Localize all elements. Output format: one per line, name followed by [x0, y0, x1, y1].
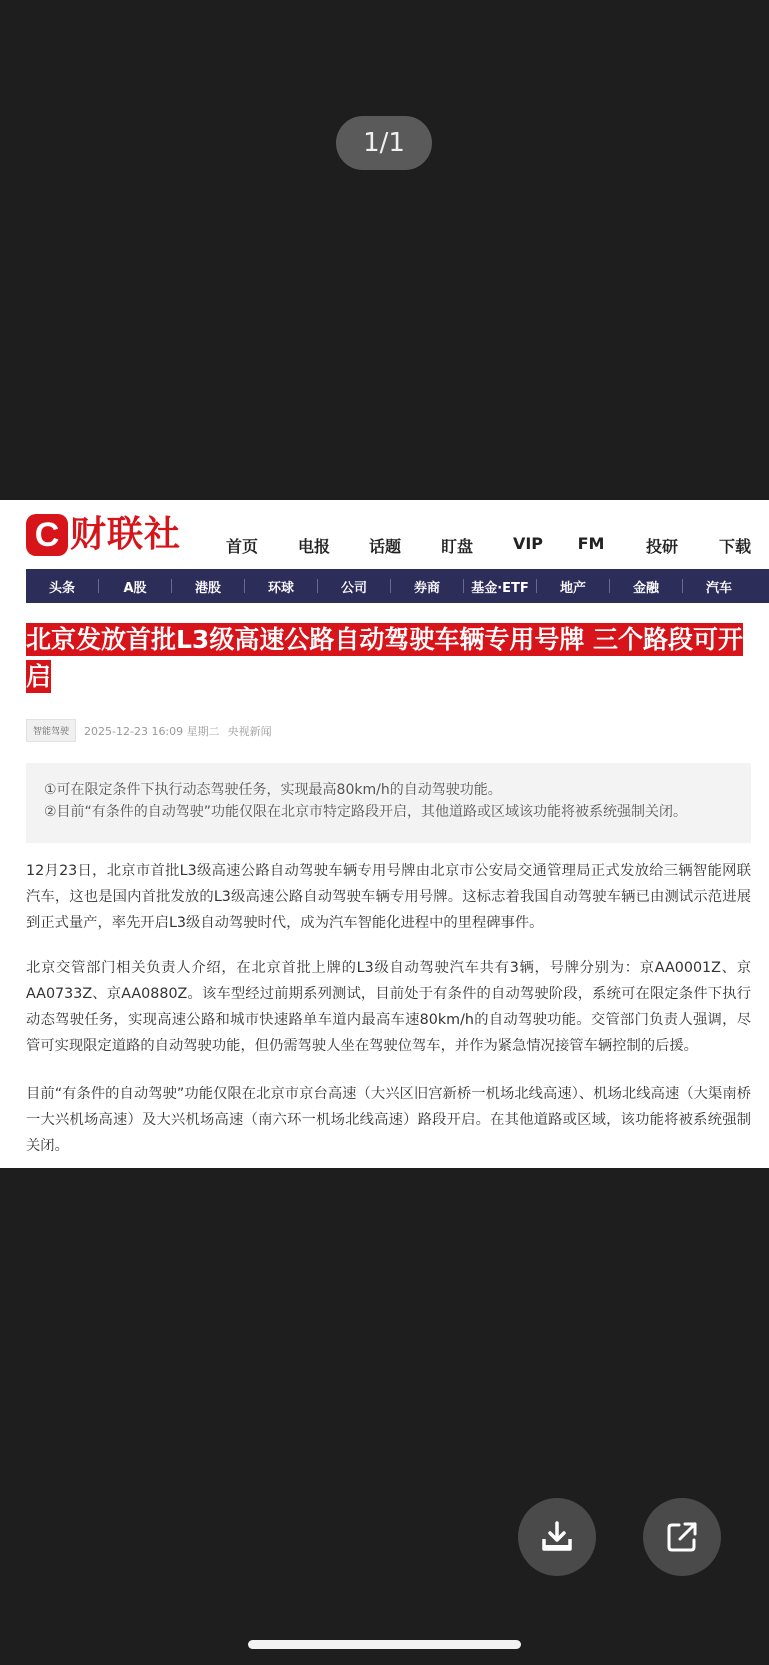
article-source: 央视新闻	[227, 724, 272, 738]
topic-tag: 智能驾驶	[26, 719, 76, 742]
logo-text: 财联社	[70, 514, 182, 555]
category-item: 金融	[632, 580, 659, 596]
category-item: 地产	[559, 580, 586, 596]
nav-item-watch: 盯盘	[440, 537, 473, 556]
summary-item: ①可在限定条件下执行动态驾驶任务，实现最高80km/h的自动驾驶功能。	[44, 782, 502, 798]
article-summary	[26, 763, 751, 843]
category-item: 汽车	[705, 580, 732, 596]
page-counter: 1/1	[336, 116, 432, 170]
nav-item-research: 投研	[645, 537, 678, 556]
home-indicator[interactable]	[248, 1640, 521, 1649]
site-logo	[26, 513, 181, 557]
article-paragraph: 目前“有条件的自动驾驶”功能仅限在北京市京台高速（大兴区旧宫新桥一机场北线高速）、机场北线高速（大渠南桥一大兴机场高速）及大兴机场高速（南六环一机场北线高速）路段开启。在其他道路或区域，该功能将被系统强制关闭。	[26, 1086, 751, 1154]
category-item: 券商	[413, 580, 440, 596]
article-paragraph: 12月23日，北京市首批L3级高速公路自动驾驶车辆专用号牌由北京市公安局交通管理局正式发放给三辆智能网联汽车，这也是国内首批发放的L3级高速公路自动驾驶车辆专用号牌。这标志着我国自动驾驶车辆已由测试示范进展到正式量产，率先开启L3级自动驾驶时代，成为汽车智能化进程中的里程碑事件。	[26, 863, 751, 931]
nav-item-telegraph: 电报	[297, 537, 330, 556]
summary-item: ②目前“有条件的自动驾驶”功能仅限在北京市特定路段开启，其他道路或区域该功能将被系统强制关闭。	[44, 804, 688, 820]
category-item: A股	[123, 580, 147, 596]
headline-text: 北京发放首批L3级高速公路自动驾驶车辆专用号牌 三个路段可开启	[26, 625, 744, 691]
article-paragraph: 北京交管部门相关负责人介绍，在北京首批上牌的L3级自动驾驶汽车共有3辆，号牌分别为：京AA0001Z、京AA0733Z、京AA0880Z。该车型经过前期系列测试，目前处于有条件的自动驾驶阶段，系统可在限定条件下执行动态驾驶任务，实现高速公路和城市快速路单车道内最高车速80km/h的自动驾驶功能。交管部门负责人强调，尽管可实现限定道路的自动驾驶功能，但仍需驾驶人坐在驾驶位驾车，并作为紧急情况接管车辆控制的后援。	[26, 960, 751, 1054]
category-item: 环球	[267, 580, 294, 596]
nav-item-home: 首页	[225, 537, 258, 556]
nav-item-vip: VIP	[512, 534, 544, 553]
nav-item-topics: 话题	[368, 537, 401, 556]
logo-mark: C	[26, 514, 68, 556]
share-icon	[664, 1519, 700, 1555]
category-item: 头条	[48, 580, 75, 596]
top-nav	[210, 534, 769, 557]
category-item: 公司	[340, 580, 367, 596]
screenshot-image[interactable]	[0, 500, 769, 1168]
category-item: 基金·ETF	[471, 580, 529, 596]
nav-item-download: 下载	[718, 537, 751, 556]
article-meta	[26, 719, 280, 742]
category-bar	[26, 569, 769, 603]
site-header	[0, 500, 769, 570]
article-headline	[26, 621, 751, 695]
category-item: 港股	[194, 580, 221, 596]
download-button[interactable]	[518, 1498, 596, 1576]
share-button[interactable]	[643, 1498, 721, 1576]
download-icon	[539, 1519, 575, 1555]
publish-datetime: 2025-12-23 16:09 星期二	[84, 724, 220, 738]
nav-item-fm: FM	[577, 534, 605, 553]
